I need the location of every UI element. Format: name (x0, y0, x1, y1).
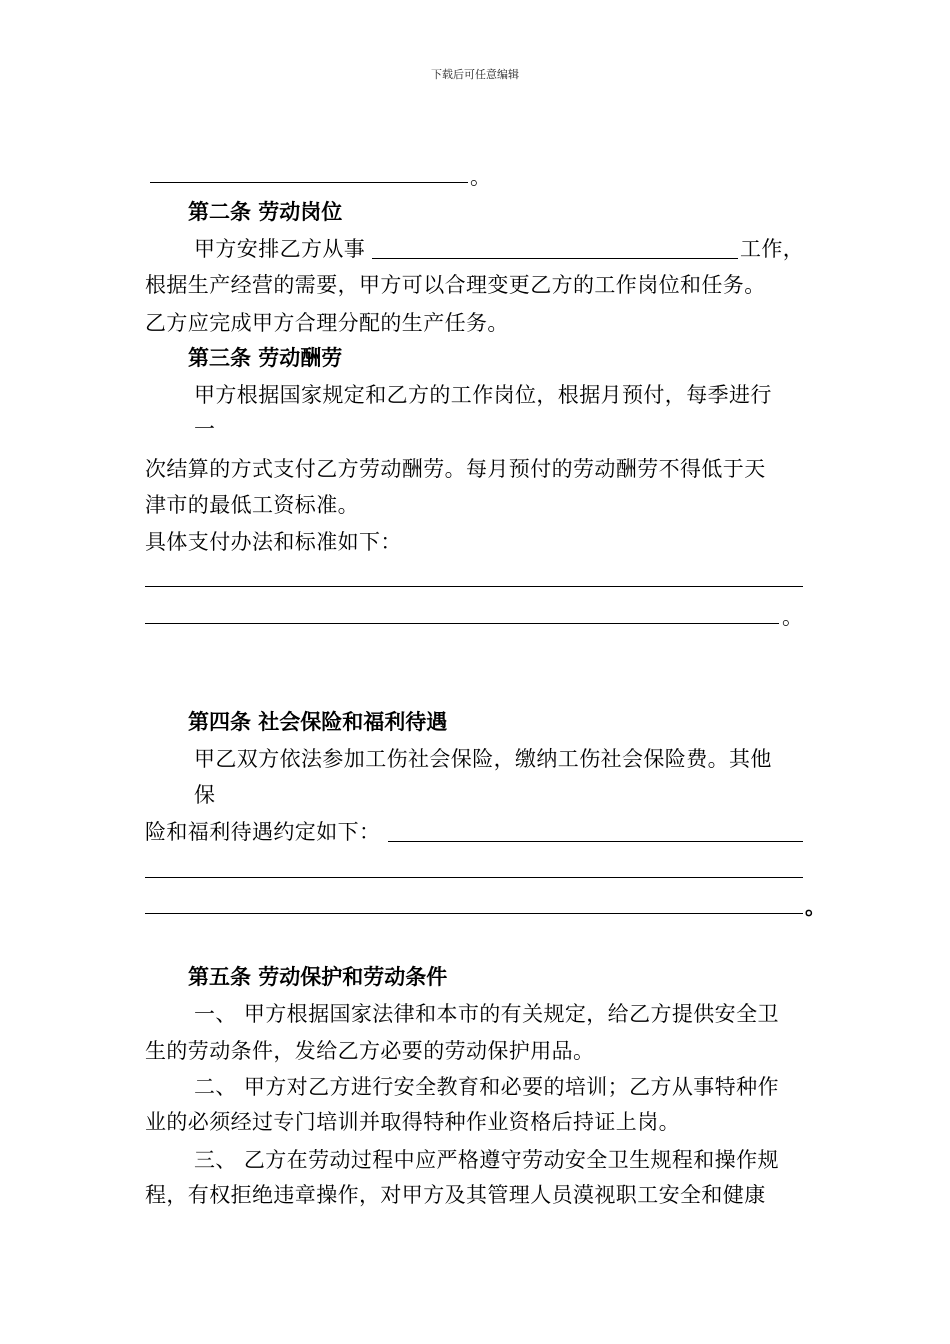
welfare-blank-2 (145, 877, 803, 878)
article-3-line-2: 次结算的方式支付乙方劳动酬劳。每月预付的劳动酬劳不得低于天 (145, 457, 766, 481)
article-4-heading: 第四条 社会保险和福利待遇 (188, 710, 448, 734)
job-blank (372, 258, 738, 259)
article-5-p2-line-1: 二、 甲方对乙方进行安全教育和必要的培训；乙方从事特种作 (194, 1075, 779, 1099)
article-3-line-3: 津市的最低工资标准。 (145, 493, 359, 517)
page-header: 下载后可任意编辑 (431, 68, 519, 81)
article-4-line-1b: 保 (194, 783, 216, 807)
article-5-p1-line-2: 生的劳动条件，发给乙方必要的劳动保护用品。 (145, 1039, 595, 1063)
article-2-line-1-tail: 工作， (740, 237, 805, 261)
welfare-blank-3 (145, 913, 803, 914)
article-4-line-2: 险和福利待遇约定如下： (145, 820, 381, 844)
article-4-line-1: 甲乙双方依法参加工伤社会保险，缴纳工伤社会保险费。其他 (194, 747, 772, 771)
article-5-p3-line-2: 程，有权拒绝违章操作，对甲方及其管理人员漠视职工安全和健康 (145, 1183, 766, 1207)
article-3-line-4: 具体支付办法和标准如下： (145, 530, 402, 554)
article-2-line-2: 根据生产经营的需要，甲方可以合理变更乙方的工作岗位和任务。 (145, 273, 766, 297)
period-mark: 。 (782, 605, 804, 629)
article-5-p1-line-1: 一、 甲方根据国家法律和本市的有关规定，给乙方提供安全卫 (194, 1002, 779, 1026)
article-3-line-1: 甲方根据国家规定和乙方的工作岗位，根据月预付，每季进行 (194, 383, 772, 407)
period-mark: 。 (805, 894, 827, 919)
fill-in-blank (150, 182, 468, 183)
article-5-p2-line-2: 业的必须经过专门培训并取得特种作业资格后持证上岗。 (145, 1110, 680, 1134)
article-5-p3-line-1: 三、 乙方在劳动过程中应严格遵守劳动安全卫生规程和操作规 (194, 1148, 779, 1172)
article-5-heading: 第五条 劳动保护和劳动条件 (188, 965, 448, 989)
payment-blank-1 (145, 586, 803, 587)
welfare-blank-1 (388, 841, 803, 842)
article-2-line-1-lead: 甲方安排乙方从事 (194, 237, 366, 261)
period-mark: 。 (470, 165, 492, 189)
article-3-heading: 第三条 劳动酬劳 (188, 346, 343, 370)
article-3-line-1b: 一 (194, 417, 216, 441)
article-2-line-3: 乙方应完成甲方合理分配的生产任务。 (145, 311, 509, 335)
article-2-heading: 第二条 劳动岗位 (188, 200, 343, 224)
payment-blank-2 (145, 623, 779, 624)
